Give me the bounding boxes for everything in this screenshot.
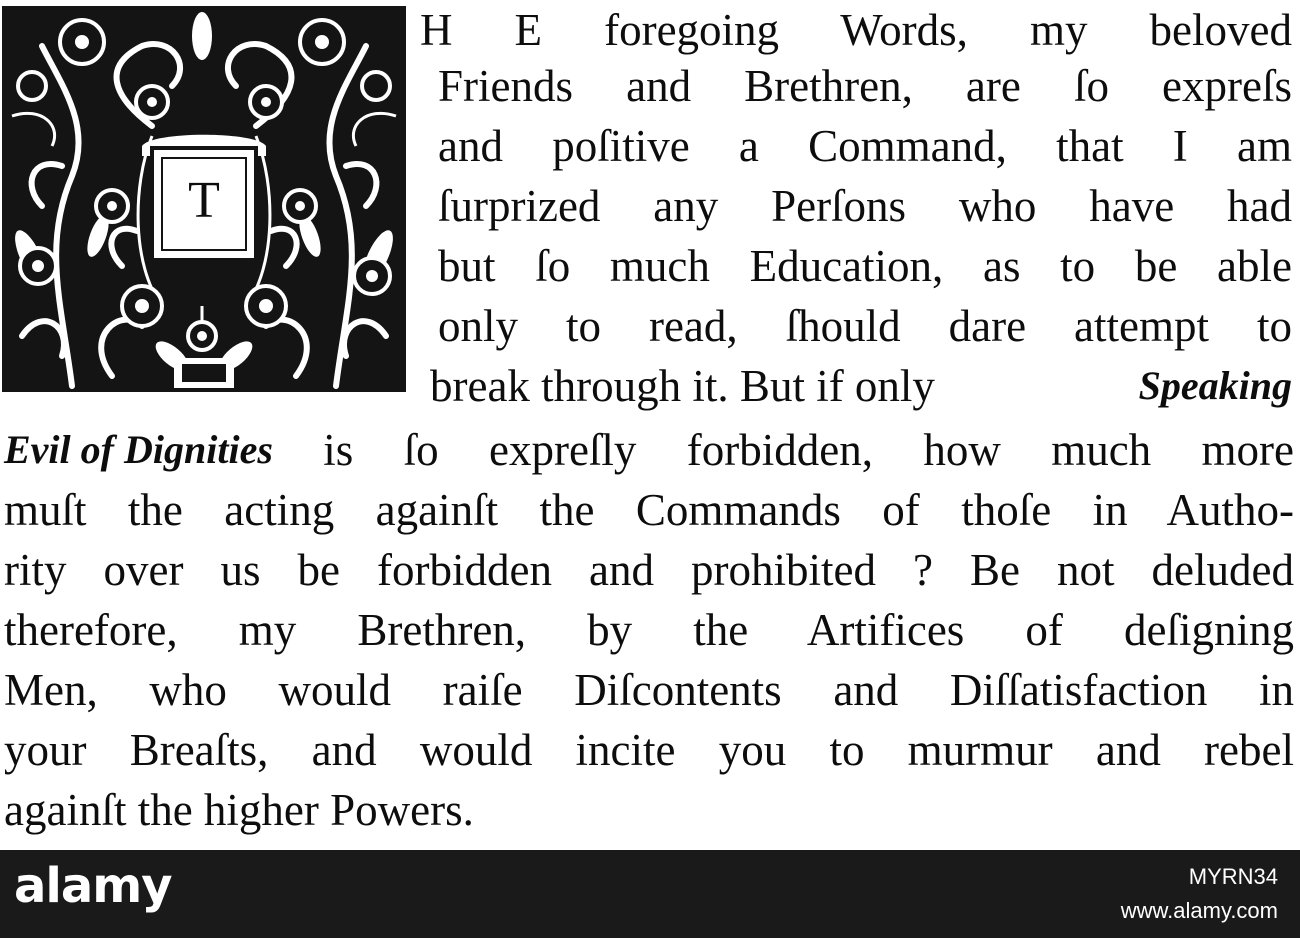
text-line [438,240,1292,292]
text-line-content: ſurprized any Perſons who have had [438,181,1292,231]
text-line [430,360,1292,412]
brand-logo: alamy [14,858,172,914]
text-line-content: only to read, ſhould dare attempt to [438,301,1292,351]
text-line-content: againſt the higher Powers. [4,785,474,835]
text-line [438,300,1292,352]
text-line-content: is ſo expreſly forbidden, how much more [272,425,1294,475]
text-line [4,424,1294,476]
text-line-content: rity over us be forbidden and prohibited ? Be not deluded [4,545,1294,595]
text-line [420,4,1292,56]
decorated-initial [2,6,406,392]
text-line-content: muſt the acting againſt the Commands of thoſe in Autho- [4,485,1294,535]
initial-letter: T [188,172,220,229]
watermark-footer [0,850,1300,938]
text-line [438,180,1292,232]
text-line-content: Friends and Brethren, are ſo expreſs [438,61,1292,111]
text-line [438,60,1292,112]
text-line-content: and poſitive a Command, that I am [438,121,1292,171]
italic-phrase: Evil of Dignities [4,427,273,472]
text-line-content: break through it. But if only [430,361,935,411]
text-line [4,724,1294,776]
text-line-content: therefore, my Brethren, by the Artifices of deſigning [4,605,1294,655]
text-line-content: H E foregoing Words, my beloved [420,5,1292,55]
italic-phrase: Speaking [1138,363,1292,408]
text-line [4,784,1294,836]
text-line [4,604,1294,656]
text-line-content: your Breaſts, and would incite you to murmur and rebel [4,725,1294,775]
image-id-label: MYRN34 [1188,864,1278,889]
text-line-content: Men, who would raiſe Diſcontents and Diſſatisfaction in [4,665,1294,715]
text-line [4,544,1294,596]
text-line-content: but ſo much Education, as to be able [438,241,1292,291]
text-line [438,120,1292,172]
site-url-label: www.alamy.com [1120,898,1278,923]
text-line [4,664,1294,716]
text-line [4,484,1294,536]
